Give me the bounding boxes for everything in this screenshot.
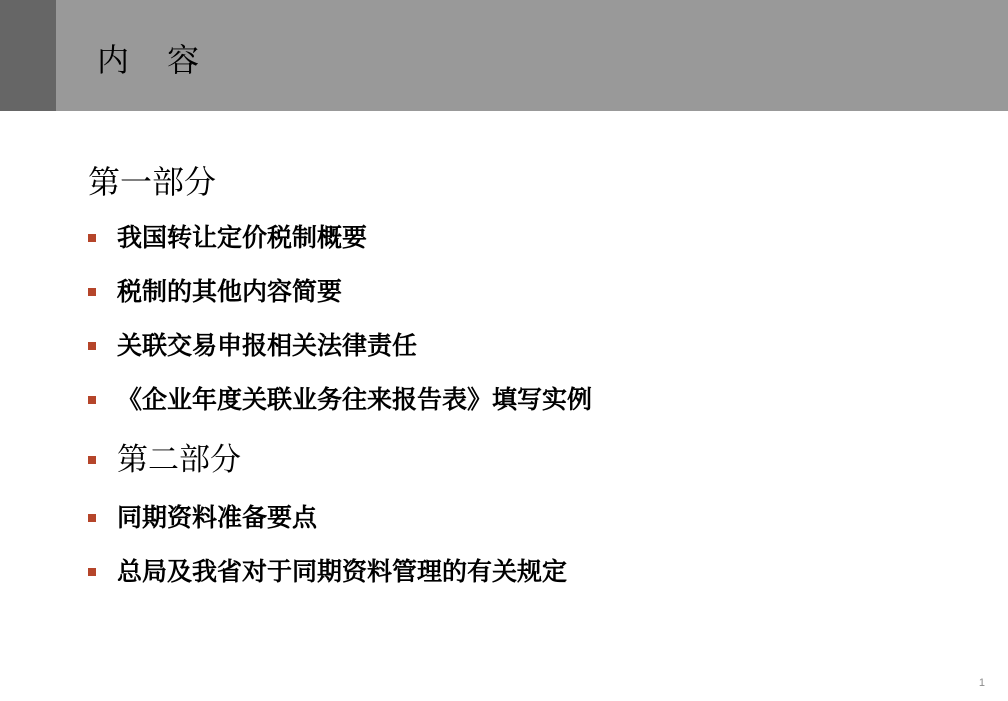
square-bullet-icon — [88, 288, 96, 296]
square-bullet-icon — [88, 342, 96, 350]
list-item — [88, 276, 342, 308]
list-item — [88, 384, 592, 416]
list-item-label: 总局及我省对于同期资料管理的有关规定 — [117, 557, 568, 586]
part2-heading: 第二部分 — [117, 442, 241, 478]
square-bullet-icon — [88, 396, 96, 404]
part2-heading-row — [88, 440, 241, 480]
page-number: 1 — [978, 677, 985, 689]
list-item-label: 我国转让定价税制概要 — [117, 223, 368, 252]
list-item-label: 同期资料准备要点 — [117, 503, 318, 532]
slide-title: 内 容 — [97, 41, 214, 79]
list-item-label: 税制的其他内容简要 — [117, 277, 343, 306]
list-item — [88, 502, 317, 534]
square-bullet-icon — [88, 456, 96, 464]
list-item — [88, 330, 417, 362]
list-item-label: 关联交易申报相关法律责任 — [117, 331, 418, 360]
list-item — [88, 556, 567, 588]
square-bullet-icon — [88, 568, 96, 576]
part1-heading: 第一部分 — [88, 163, 217, 201]
list-item-label: 《企业年度关联业务往来报告表》填写实例 — [117, 385, 593, 414]
square-bullet-icon — [88, 514, 96, 522]
title-bar-accent — [0, 0, 56, 111]
list-item — [88, 222, 367, 254]
square-bullet-icon — [88, 234, 96, 242]
